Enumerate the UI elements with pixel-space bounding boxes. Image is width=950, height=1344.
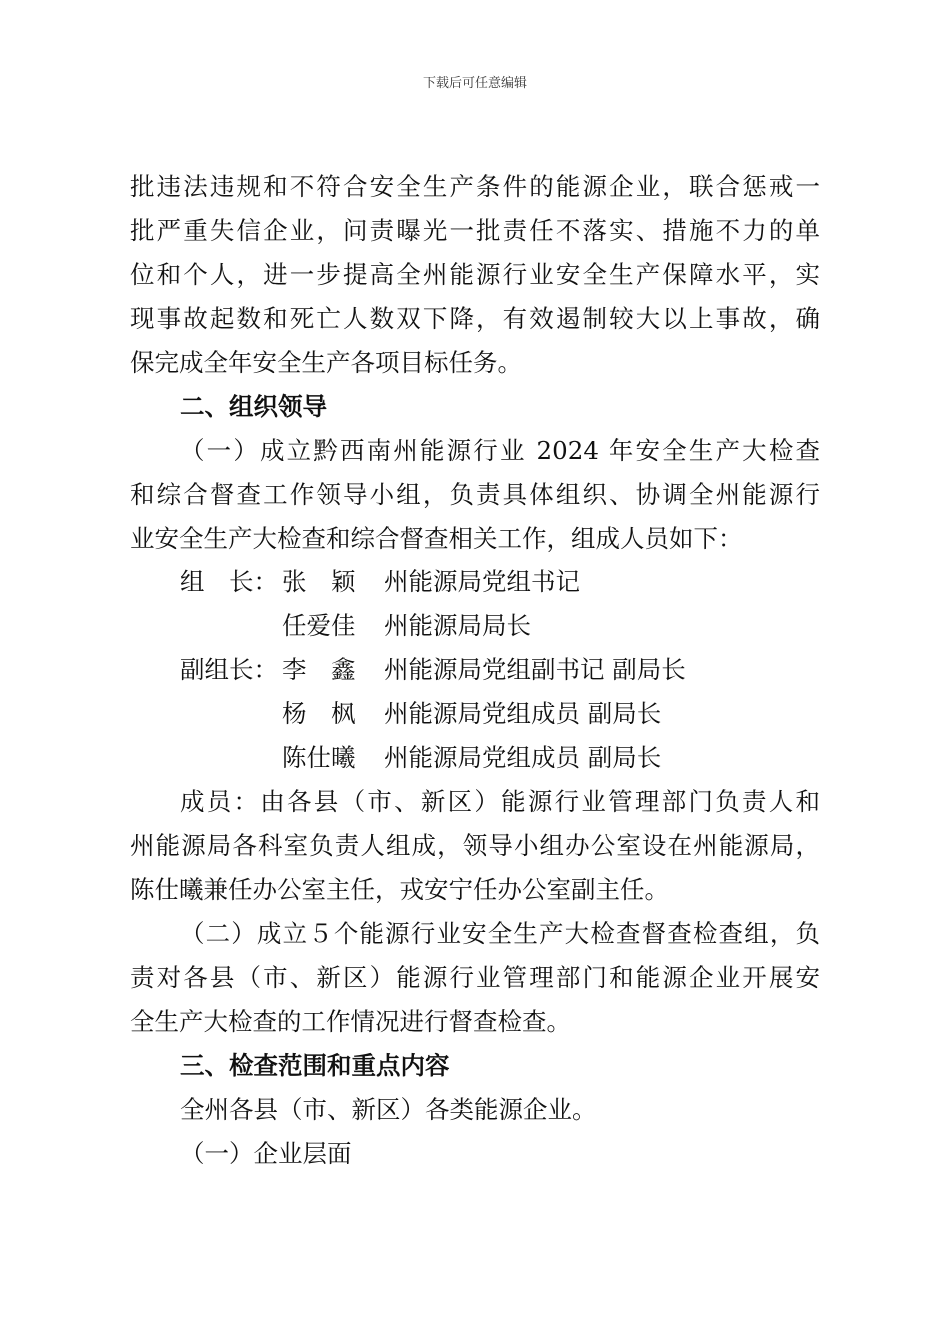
paragraph-line: 全生产大检查的工作情况进行督查检查。 bbox=[130, 1007, 571, 1036]
paragraph-line: （一）成立黔西南州能源行业 2024 年安全生产大检查 bbox=[180, 436, 820, 465]
paragraph-line: （二）成立５个能源行业安全生产大检查督查检查组，负 bbox=[180, 919, 820, 948]
leader-name: 张 颖 bbox=[282, 567, 356, 596]
paragraph-line: 位和个人，进一步提高全州能源行业安全生产保障水平，实 bbox=[130, 260, 820, 289]
paragraph-line: 保完成全年安全生产各项目标任务。 bbox=[130, 348, 522, 377]
paragraph-line: 全州各县（市、新区）各类能源企业。 bbox=[180, 1095, 597, 1124]
paragraph-line: 成员：由各县（市、新区）能源行业管理部门负责人和 bbox=[180, 787, 820, 816]
paragraph-line: 州能源局各科室负责人组成，领导小组办公室设在州能源局， bbox=[130, 831, 820, 860]
paragraph-line: 批严重失信企业，问责曝光一批责任不落实、措施不力的单 bbox=[130, 216, 820, 245]
leader-role: 副组长： bbox=[180, 655, 278, 684]
leader-name: 杨 枫 bbox=[282, 699, 356, 728]
leader-title: 州能源局党组成员 副局长 bbox=[384, 699, 662, 728]
leader-name: 任爱佳 bbox=[282, 611, 356, 640]
paragraph-line: 批违法违规和不符合安全生产条件的能源企业，联合惩戒一 bbox=[130, 172, 820, 201]
header-note: 下载后可任意编辑 bbox=[422, 76, 527, 91]
leader-name: 李 鑫 bbox=[282, 655, 356, 684]
paragraph-line: 业安全生产大检查和综合督查相关工作，组成人员如下： bbox=[130, 524, 743, 553]
leader-title: 州能源局党组成员 副局长 bbox=[384, 743, 662, 772]
leader-title: 州能源局局长 bbox=[384, 611, 531, 640]
section-heading: 三、检查范围和重点内容 bbox=[180, 1051, 450, 1080]
leader-name: 陈仕曦 bbox=[282, 743, 356, 772]
section-heading: 二、组织领导 bbox=[180, 392, 327, 421]
paragraph-line: 陈仕曦兼任办公室主任，戎安宁任办公室副主任。 bbox=[130, 875, 669, 904]
paragraph-line: 责对各县（市、新区）能源行业管理部门和能源企业开展安 bbox=[130, 963, 820, 992]
paragraph-line: 现事故起数和死亡人数双下降，有效遏制较大以上事故，确 bbox=[130, 304, 820, 333]
leader-title: 州能源局党组书记 bbox=[384, 567, 580, 596]
subsection-heading: （一）企业层面 bbox=[180, 1139, 352, 1168]
leader-title: 州能源局党组副书记 副局长 bbox=[384, 655, 686, 684]
paragraph-line: 和综合督查工作领导小组，负责具体组织、协调全州能源行 bbox=[130, 480, 820, 509]
leader-role: 组 长： bbox=[180, 567, 278, 596]
